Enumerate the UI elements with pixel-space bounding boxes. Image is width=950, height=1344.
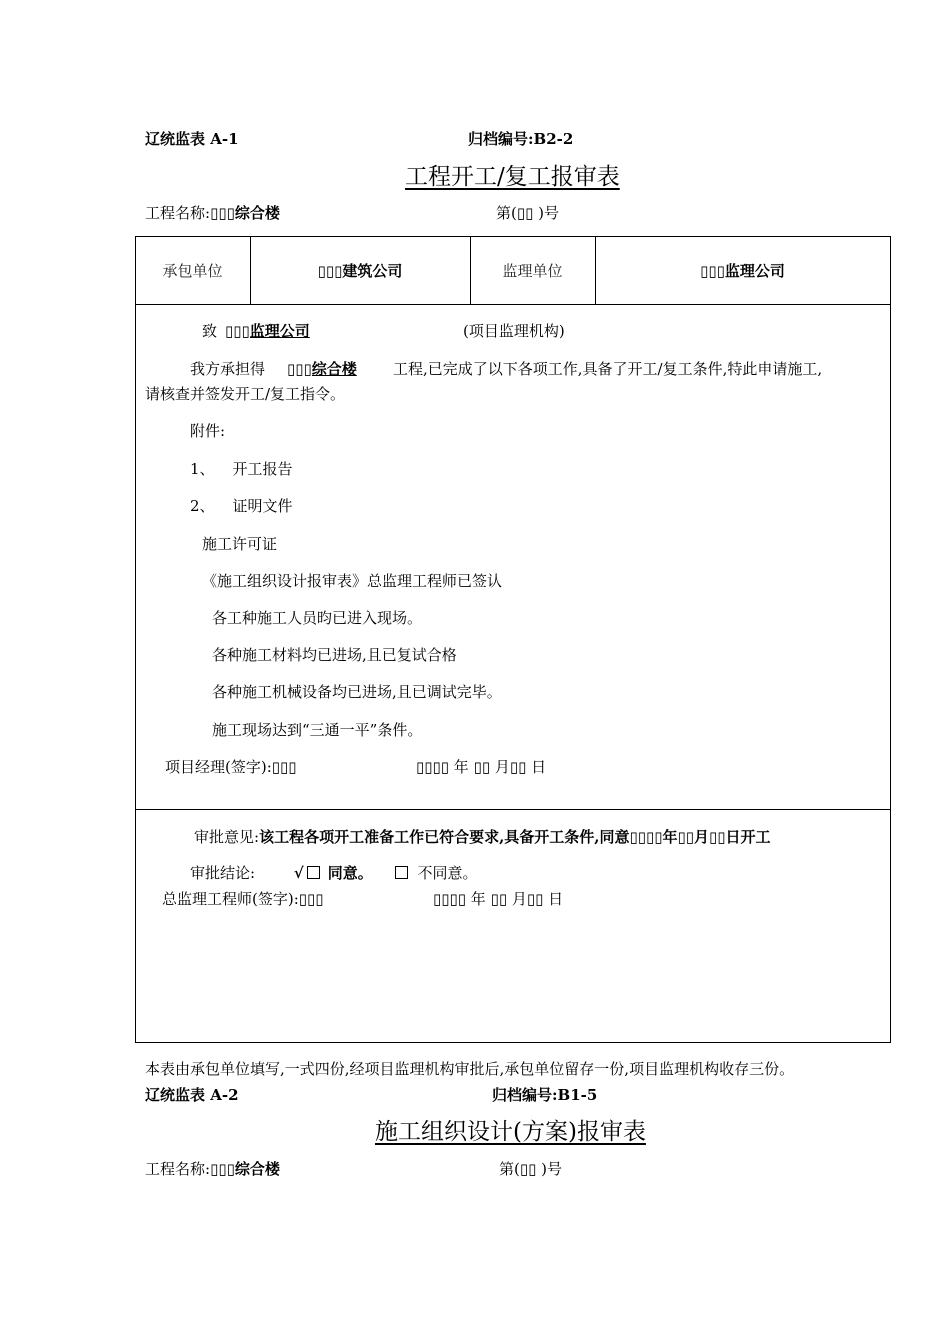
approval-opinion (194, 826, 771, 847)
form-number-value: ▯▯ (519, 1160, 537, 1178)
chief-signature (162, 888, 324, 909)
addressee-suffix: (项目监理机构) (463, 322, 565, 340)
sub-item: 各种施工材料均已进场,且已复试合格 (212, 646, 457, 664)
attachment-item-text: 开工报告 (232, 460, 293, 478)
date-day: ▯▯ (526, 890, 544, 908)
form-number-prefix: 第( (499, 1160, 520, 1178)
approval-conclusion (190, 862, 478, 883)
form-number-suffix: )号 (533, 204, 559, 222)
form-code: 辽统监表 A-1 (145, 130, 239, 148)
form-code: 辽统监表 A-2 (145, 1086, 239, 1104)
project-name-line (145, 1158, 280, 1179)
pm-date (416, 756, 546, 777)
application-line-2: 请核查并签发开工/复工指令。 (145, 385, 346, 403)
contractor-label: 承包单位 (162, 262, 223, 280)
sub-item: 施工许可证 (202, 535, 278, 553)
sub-item: 各种施工机械设备均已进场,且已调试完毕。 (212, 683, 502, 701)
sub-item: 施工现场达到“三通一平”条件。 (212, 721, 423, 739)
attachment-item (190, 458, 293, 479)
attachment-item-number: 2、 (190, 497, 215, 515)
chief-signature-value: ▯▯▯ (298, 890, 324, 908)
footnote: 本表由承包单位填写,一式四份,经项目监理机构审批后,承包单位留存一份,项目监理机构收存三份。 (145, 1060, 795, 1078)
date-day-label: 日 (526, 758, 547, 776)
date-year-label: 年 (466, 890, 491, 908)
approval-opinion-label: 审批意见: (194, 828, 260, 846)
section-divider (135, 809, 891, 810)
pm-signature-label: 项目经理(签字): (165, 758, 272, 776)
supervisor-label: 监理单位 (502, 262, 563, 280)
attachment-item (190, 495, 293, 516)
date-day: ▯▯ (509, 758, 527, 776)
project-name-label: 工程名称: (145, 204, 211, 222)
date-year: ▯▯▯▯ (433, 890, 467, 908)
form-number (496, 202, 559, 223)
project-name-value: ▯▯▯综合楼 (210, 1160, 280, 1178)
attachment-item-text: 证明文件 (232, 497, 293, 515)
agree-checkbox[interactable] (307, 866, 320, 879)
agree-option[interactable] (294, 864, 373, 882)
attachments-label: 附件: (190, 422, 226, 440)
sub-item: 各工种施工人员昀已进入现场。 (212, 609, 423, 627)
addressee-line (202, 320, 565, 341)
date-month: ▯▯ (473, 758, 491, 776)
date-month-label: 月 (507, 890, 527, 908)
sub-item: 《施工组织设计报审表》总监理工程师已签认 (202, 572, 503, 590)
agree-label: 同意。 (327, 864, 373, 882)
form-number-value: ▯▯ (516, 204, 534, 222)
date-year: ▯▯▯▯ (416, 758, 450, 776)
addressee-prefix: 致 (202, 322, 218, 340)
form-title: 施工组织设计(方案)报审表 (375, 1119, 646, 1145)
chief-signature-label: 总监理工程师(签字): (162, 890, 299, 908)
contractor-value: ▯▯▯建筑公司 (317, 262, 403, 280)
application-text: 工程,已完成了以下各项工作,具备了开工/复工条件,特此申请施工, (393, 360, 823, 378)
project-name-line (145, 202, 280, 223)
approval-opinion-text: 该工程各项开工准备工作已符合要求,具备开工条件,同意▯▯▯▯年▯▯月▯▯日开工 (259, 828, 771, 846)
disagree-label: 不同意。 (417, 864, 478, 882)
pm-signature-value: ▯▯▯ (271, 758, 297, 776)
date-month: ▯▯ (490, 890, 508, 908)
application-line-1 (190, 358, 822, 379)
form-number (499, 1158, 562, 1179)
application-prefix: 我方承担得 (190, 360, 266, 378)
form-number-suffix: )号 (536, 1160, 562, 1178)
form-title: 工程开工/复工报审表 (405, 164, 620, 190)
archive-number: 归档编号:B2-2 (468, 130, 574, 148)
addressee-value: ▯▯▯监理公司 (225, 322, 310, 340)
archive-number: 归档编号:B1-5 (492, 1086, 598, 1104)
date-year-label: 年 (449, 758, 474, 776)
date-month-label: 月 (490, 758, 510, 776)
check-mark-icon: √ (293, 864, 304, 882)
project-name-value: ▯▯▯综合楼 (210, 204, 280, 222)
date-day-label: 日 (543, 890, 564, 908)
supervisor-value: ▯▯▯监理公司 (700, 262, 785, 280)
project-name-label: 工程名称: (145, 1160, 211, 1178)
form-number-prefix: 第( (496, 204, 517, 222)
approval-conclusion-label: 审批结论: (190, 864, 256, 882)
attachment-item-number: 1、 (190, 460, 215, 478)
disagree-option[interactable] (392, 864, 478, 882)
disagree-checkbox[interactable] (395, 866, 408, 879)
pm-signature (165, 756, 297, 777)
chief-date (433, 888, 563, 909)
application-project: ▯▯▯综合楼 (287, 360, 357, 378)
